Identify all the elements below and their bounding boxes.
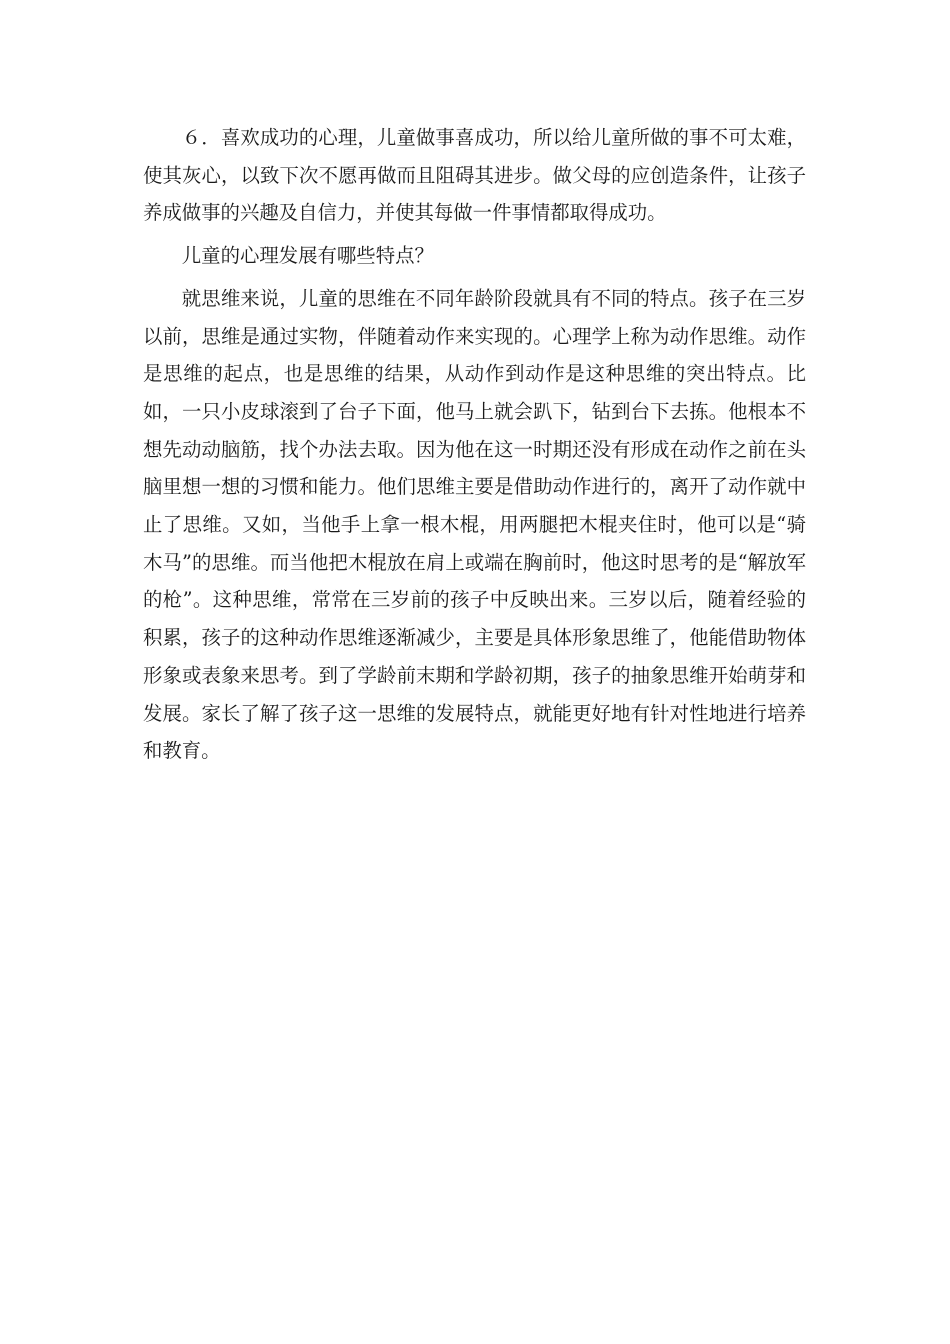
paragraph-question-heading: 儿童的心理发展有哪些特点？ bbox=[181, 244, 434, 268]
paragraph-thinking-development: 就思维来说，儿童的思维在不同年龄阶段就具有不同的特点。孩子在三岁以前，思维是通过实物，伴随着动作来实现的。心理学上称为动作思维。动作是思维的起点，也是思维的结果，从动作到动作是这种思维的突出特点。比如，一只小皮球滚到了台子下面，他马上就会趴下，钻到台下去拣。他根本不想先动动脑筋，找个办法去取。因为他在这一时期还没有形成在动作之前在头脑里想一想的习惯和能力。他们思维主要是借助动作进行的，离开了动作就中止了思维。又如，当他手上拿一根木棍，用两腿把木棍夹住时，他可以是“骑木马”的思维。而当他把木棍放在肩上或端在胸前时，他这时思考的是“解放军的枪”。这种思维，常常在三岁前的孩子中反映出来。三岁以后，随着经验的积累，孩子的这种动作思维逐渐减少，主要是具体形象思维了，他能借助物体形象或表象来思考。到了学龄前末期和学龄初期，孩子的抽象思维开始萌芽和发展。家长了解了孩子这一思维的发展特点，就能更好地有针对性地进行培养和教育。 bbox=[143, 286, 806, 763]
paragraph-success-psychology: ６．喜欢成功的心理，儿童做事喜成功，所以给儿童所做的事不可太难，使其灰心，以致下次不愿再做而且阻碍其进步。做父母的应创造条件，让孩子养成做事的兴趣及自信力，并使其每做一件事情都取得成功。 bbox=[143, 126, 806, 225]
document-body bbox=[143, 119, 806, 775]
